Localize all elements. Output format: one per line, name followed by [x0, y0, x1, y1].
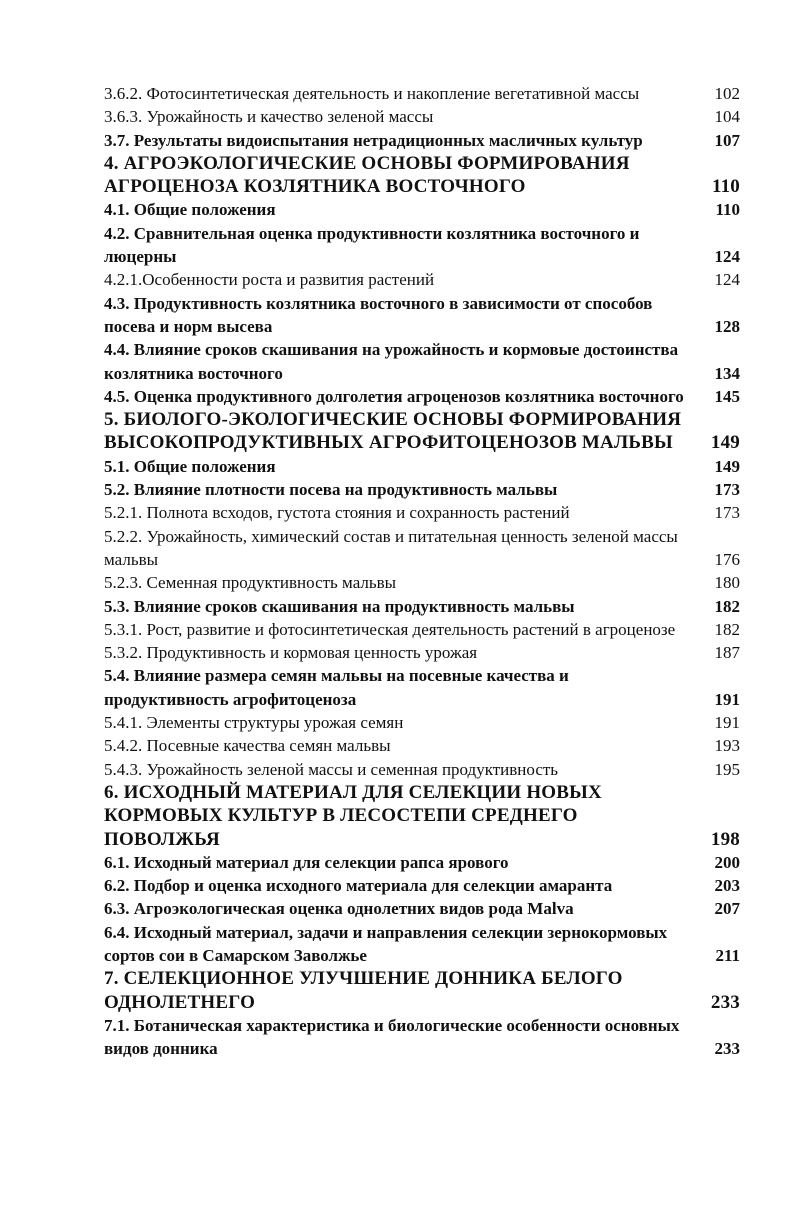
toc-entry-title: 5.1. Общие положения — [104, 456, 276, 476]
toc-entry-page: 187 — [714, 643, 740, 663]
toc-entry — [104, 385, 740, 408]
toc-entry — [104, 967, 740, 1014]
toc-entry-title: 4.2.1.Особенности роста и развития растений — [104, 270, 435, 290]
toc-entry-page: 191 — [714, 689, 740, 709]
toc-entry-title: 5.4.1. Элементы структуры урожая семян — [104, 713, 404, 733]
toc-entry — [104, 292, 740, 339]
toc-entry-title: 5.2.2. Урожайность, химический состав и питательная ценность зеленой массы мальвы — [104, 526, 678, 569]
toc-entry-title: 4.4. Влияние сроков скашивания на урожайность и кормовые достоинства козлятника восточного — [104, 340, 679, 383]
toc-entry-page: 110 — [711, 176, 740, 198]
toc-entry-title: 5.3. Влияние сроков скашивания на продуктивность мальвы — [104, 596, 575, 616]
toc-entry-page: 107 — [714, 130, 740, 150]
toc-entry-page: 191 — [714, 713, 740, 733]
toc-entry-title: 5.3.1. Рост, развитие и фотосинтетическая деятельность растений в агроценозе — [104, 619, 676, 639]
toc-entry-page: 176 — [714, 549, 740, 569]
toc-entry — [104, 129, 740, 152]
toc-entry-page: 203 — [714, 876, 740, 896]
toc-entry — [104, 82, 740, 105]
toc-entry-title: 4. АГРОЭКОЛОГИЧЕСКИЕ ОСНОВЫ ФОРМИРОВАНИЯ АГРОЦЕНОЗА КОЗЛЯТНИКА ВОСТОЧНОГО — [104, 152, 630, 198]
toc-entry-title: 5.4.2. Посевные качества семян мальвы — [104, 736, 391, 756]
toc-entry-title: 5.2. Влияние плотности посева на продуктивность мальвы — [104, 480, 558, 500]
toc-entry — [104, 478, 740, 501]
toc-entry-title: 4.1. Общие положения — [104, 200, 276, 220]
toc-entry — [104, 618, 740, 641]
toc-entry-title: 3.6.2. Фотосинтетическая деятельность и накопление вегетативной массы — [104, 84, 640, 103]
toc-entry-page: 182 — [714, 596, 740, 616]
toc-entry-page: 149 — [710, 432, 740, 454]
toc-entry — [104, 105, 740, 128]
toc-entry-title: 5.2.1. Полнота всходов, густота стояния и сохранность растений — [104, 503, 570, 523]
toc-entry-page: 233 — [710, 991, 740, 1013]
toc-entry — [104, 781, 740, 851]
toc-entry — [104, 734, 740, 757]
toc-entry-page: 124 — [714, 247, 740, 267]
toc-entry-page: 102 — [714, 84, 740, 103]
toc-entry-title: 6.4. Исходный материал, задачи и направления селекции зернокормовых сортов сои в Самарском Заволжье — [104, 922, 668, 965]
toc-entry-page: 182 — [714, 619, 740, 639]
toc-entry — [104, 874, 740, 897]
toc-entry-title: 3.7. Результаты видоиспытания нетрадиционных масличных культур — [104, 130, 643, 150]
toc-entry — [104, 198, 740, 221]
toc-entry-page: 211 — [715, 945, 740, 965]
toc-entry-page: 198 — [710, 828, 740, 850]
toc-entry-page: 173 — [714, 480, 740, 500]
toc-entry — [104, 152, 740, 199]
toc-entry-title: 6.2. Подбор и оценка исходного материала для селекции амаранта — [104, 876, 613, 896]
toc-entry-page: 149 — [714, 456, 740, 476]
toc-entry — [104, 525, 740, 572]
toc-entry-page: 173 — [714, 503, 740, 523]
toc-entry-page: 134 — [714, 363, 740, 383]
toc-entry-page: 128 — [714, 316, 740, 336]
toc-entry-title: 5.3.2. Продуктивность и кормовая ценность урожая — [104, 643, 478, 663]
toc-entry — [104, 338, 740, 385]
toc-entry-page: 110 — [715, 200, 740, 220]
toc-entry-title: 5.4. Влияние размера семян мальвы на посевные качества и продуктивность агрофитоценоза — [104, 666, 569, 709]
toc-entry-title: 5.4.3. Урожайность зеленой массы и семенная продуктивность — [104, 759, 559, 779]
toc-entry — [104, 595, 740, 618]
toc-entry — [104, 921, 740, 968]
toc-entry — [104, 268, 740, 291]
toc-entry-page: 193 — [714, 736, 740, 756]
toc-entry-title: 6. ИСХОДНЫЙ МАТЕРИАЛ ДЛЯ СЕЛЕКЦИИ НОВЫХ КОРМОВЫХ КУЛЬТУР В ЛЕСОСТЕПИ СРЕДНЕГО ПОВОЛЖЬЯ — [104, 781, 602, 850]
toc-entry — [104, 851, 740, 874]
toc-entry — [104, 897, 740, 920]
toc-entry-title: 7.1. Ботаническая характеристика и биологические особенности основных видов донника — [104, 1015, 680, 1059]
toc-entry — [104, 758, 740, 781]
toc-entry-title: 3.6.3. Урожайность и качество зеленой массы — [104, 107, 434, 127]
toc-entry-title: 6.1. Исходный материал для селекции рапса ярового — [104, 852, 509, 872]
toc-entry-page: 233 — [714, 1039, 740, 1059]
toc-entry-page: 124 — [714, 270, 740, 290]
toc-entry-title: 4.5. Оценка продуктивного долголетия агроценозов козлятника восточного — [104, 386, 684, 406]
toc-entry-page: 104 — [714, 107, 740, 127]
toc-entry — [104, 408, 740, 455]
toc-entry — [104, 501, 740, 524]
toc-entry-page: 180 — [714, 573, 740, 593]
toc-entry-page: 200 — [714, 852, 740, 872]
toc-entry-title: 6.3. Агроэкологическая оценка однолетних видов рода Malva — [104, 899, 574, 919]
toc-entry-page: 145 — [714, 386, 740, 406]
toc-entry-title: 4.2. Сравнительная оценка продуктивности козлятника восточного и люцерны — [104, 223, 640, 267]
toc-entry-title: 5. БИОЛОГО-ЭКОЛОГИЧЕСКИЕ ОСНОВЫ ФОРМИРОВАНИЯ ВЫСОКОПРОДУКТИВНЫХ АГРОФИТОЦЕНОЗОВ МАЛЬВЫ — [104, 409, 682, 454]
toc-entry-title: 7. СЕЛЕКЦИОННОЕ УЛУЧШЕНИЕ ДОННИКА БЕЛОГО ОДНОЛЕТНЕГО — [104, 968, 623, 1013]
toc-entry — [104, 455, 740, 478]
toc-entry — [104, 711, 740, 734]
toc-entry — [104, 664, 740, 711]
toc-entry-title: 5.2.3. Семенная продуктивность мальвы — [104, 573, 397, 593]
table-of-contents — [104, 82, 740, 1060]
toc-entry-page: 207 — [714, 899, 740, 919]
toc-entry — [104, 222, 740, 269]
toc-entry — [104, 1014, 740, 1061]
toc-entry-page: 195 — [714, 759, 740, 779]
toc-entry-title: 4.3. Продуктивность козлятника восточного в зависимости от способов посева и норм высева — [104, 293, 653, 336]
toc-entry — [104, 641, 740, 664]
toc-entry — [104, 571, 740, 594]
